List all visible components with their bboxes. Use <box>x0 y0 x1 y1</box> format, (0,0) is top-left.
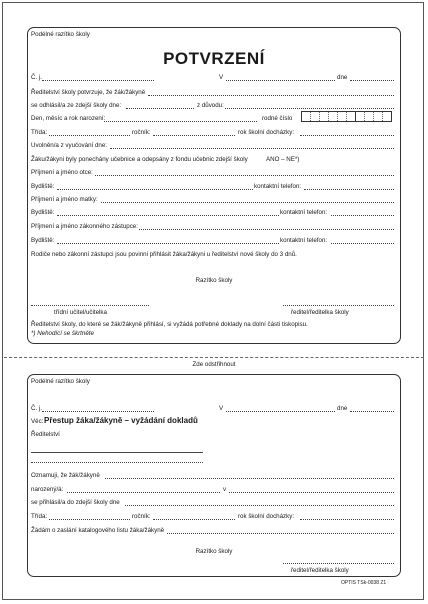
v-field-bottom[interactable] <box>226 411 335 412</box>
guardian-name-field[interactable] <box>139 229 394 230</box>
request-text: Žádám o zaslání katalogového listu žáka/žákyně <box>31 527 165 534</box>
textbooks-statement: Žáku/žákyni byly ponechány učebnice a odepsány z fondu učebnic zdejší školy <box>31 156 248 163</box>
father-name-field[interactable] <box>95 175 394 176</box>
mother-address-field[interactable] <box>57 215 279 216</box>
directorate-line-1[interactable] <box>31 452 203 453</box>
odhlasil-label: se odhlásil/a ze zdejší školy dne: <box>31 102 122 109</box>
father-name-label: Příjmení a jméno otce: <box>31 169 93 176</box>
grade-label-bottom: ročník: <box>132 513 151 520</box>
school-stamp-label: Razítko školy <box>195 277 233 284</box>
dne-field[interactable] <box>350 80 394 81</box>
father-phone-label: kontaktní telefon: <box>254 183 302 190</box>
teacher-signature-line[interactable] <box>31 305 149 306</box>
directorate-line-2[interactable] <box>31 462 203 463</box>
father-phone-field[interactable] <box>304 189 394 190</box>
born-place-field[interactable] <box>229 492 394 493</box>
school-stamp-label-bottom: Razítko školy <box>195 548 233 555</box>
reason-field[interactable] <box>225 108 394 109</box>
director-signature-line[interactable] <box>283 305 394 306</box>
released-label: Uvolněn/a z vyučování dne: <box>31 142 108 149</box>
guardian-name-label: Příjmení a jméno zákonného zástupce: <box>31 223 138 230</box>
dne-label: dne <box>337 74 348 81</box>
footnote: *) Nehodící se škrtněte <box>31 330 94 337</box>
father-address-label: Bydliště: <box>31 183 55 190</box>
class-field[interactable] <box>49 135 130 136</box>
v-label-bottom: V <box>219 405 224 412</box>
reason-label: z důvodu: <box>197 102 224 109</box>
form-code: OPTIS TSk-0038 Z1 <box>341 580 387 586</box>
attendance-year-field-bottom[interactable] <box>300 519 394 520</box>
released-field[interactable] <box>110 148 394 149</box>
announce-label: Oznamuji, že žák/žákyně <box>31 472 100 479</box>
subject-label: Věc: <box>31 418 44 425</box>
birth-date-field[interactable] <box>104 121 257 122</box>
student-name-field[interactable] <box>148 95 394 96</box>
cut-label-wrap <box>0 353 428 371</box>
guardian-address-field[interactable] <box>57 243 279 244</box>
mother-phone-field[interactable] <box>331 215 394 216</box>
class-label: Třída: <box>31 129 48 136</box>
father-address-field[interactable] <box>57 189 253 190</box>
instruction-text: Ředitelství školy, do které se žák/žákyně přihlásí, si vyžádá potřebné doklady na dolní části tiskopisu. <box>31 321 308 328</box>
cj-field-bottom[interactable] <box>42 411 154 412</box>
dne-field-bottom[interactable] <box>350 411 394 412</box>
guardian-phone-field[interactable] <box>331 243 394 244</box>
cj-field[interactable] <box>42 80 154 81</box>
class-field-bottom[interactable] <box>49 519 130 520</box>
request-field[interactable] <box>167 533 394 534</box>
grade-field[interactable] <box>153 135 235 136</box>
stamp-area-label-bottom: Podélné razítko školy <box>31 378 90 385</box>
mother-name-label: Příjmení a jméno matky: <box>31 196 98 203</box>
v-label: V <box>219 74 224 81</box>
mother-address-label: Bydliště: <box>31 209 55 216</box>
yes-no-choice[interactable]: ANO – NE*) <box>266 156 300 163</box>
enrolled-field[interactable] <box>125 505 394 506</box>
odhlasil-field[interactable] <box>126 108 194 109</box>
subject-text: Přestup žáka/žákyně – vyžádání dokladů <box>44 416 198 425</box>
enrolled-label: se přihlásil/a do zdejší školy dne <box>31 499 120 506</box>
mother-phone-label: kontaktní telefon: <box>280 209 328 216</box>
guardian-address-label: Bydliště: <box>31 237 55 244</box>
ref-line: Ředitelství školy potvrzuje, že žák/žákyně <box>31 89 146 96</box>
attendance-year-label: rok školní docházky: <box>238 129 295 136</box>
grade-field-bottom[interactable] <box>153 519 235 520</box>
class-label-bottom: Třída: <box>31 513 48 520</box>
mother-name-field[interactable] <box>101 202 394 203</box>
director-label: ředitel/ředitelka školy <box>291 309 349 316</box>
born-field[interactable] <box>67 492 220 493</box>
guardian-phone-label: kontaktní telefon: <box>280 237 328 244</box>
birth-number-label: rodné číslo <box>262 115 293 122</box>
stamp-area-label: Podélné razítko školy <box>31 31 90 38</box>
document-title: POTVRZENÍ <box>163 49 265 68</box>
birth-date-label: Den, měsíc a rok narození: <box>31 115 106 122</box>
grade-label: ročník: <box>132 129 151 136</box>
class-teacher-label: třídní učitel/učitelka <box>54 309 107 316</box>
cj-label: Č. j. <box>31 74 43 81</box>
parents-notice: Rodiče nebo zákonní zástupci jsou povinni přihlásit žáka/žákyni u ředitelství nové školy do 3 dnů. <box>31 251 297 258</box>
attendance-year-label-bottom: rok školní docházky: <box>238 513 295 520</box>
born-label: narozený/á: <box>31 486 64 493</box>
attendance-year-field[interactable] <box>300 135 394 136</box>
cj-label-bottom: Č. j. <box>31 405 43 412</box>
v-field[interactable] <box>226 80 335 81</box>
director-label-bottom: ředitel/ředitelka školy <box>291 567 349 574</box>
director-signature-line-bottom[interactable] <box>283 563 394 564</box>
cut-label: Zde odstřihnout <box>187 361 242 368</box>
birth-number-boxes[interactable] <box>301 111 392 122</box>
directorate-label: Ředitelství <box>31 431 60 438</box>
announce-field[interactable] <box>105 478 394 479</box>
dne-label-bottom: dne <box>337 405 348 412</box>
born-place-label: v <box>223 486 227 493</box>
